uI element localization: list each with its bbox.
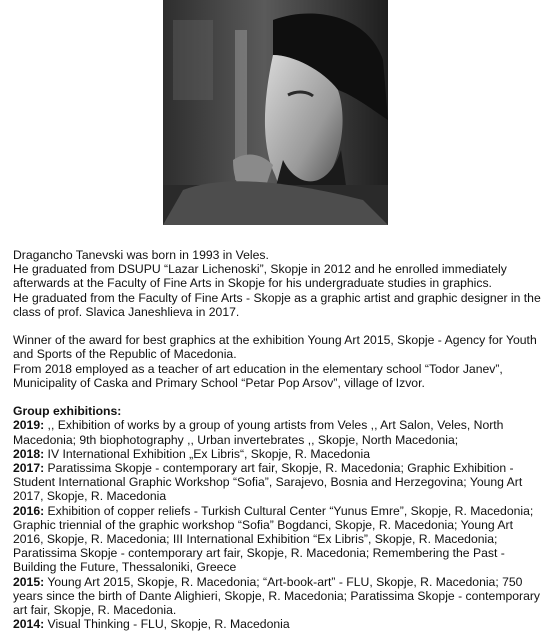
exhibition-year: 2018: (13, 446, 45, 461)
exhibition-year: 2015: (13, 574, 45, 589)
exhibition-entry (13, 447, 541, 461)
exhibition-entry (13, 418, 541, 446)
exhibition-text: Exhibition of copper reliefs - Turkish Cultural Center “Yunus Emre”, Skopje, R. Macedonia; Graphic triennial of the graphic workshop “Sofia” Bogdanci, Skopje, R. Macedonia; Young Art 2016, Skopje, R. Macedonia; III International Exhibition “Ex Libris”, Skopje, R. Macedonia; Paratissima Skopje - contemporary art fair, Skopje, R. Macedonia; Remembering the Past - Building the Future, Thessaloniki, Greece (13, 503, 534, 575)
biography-text (13, 248, 541, 631)
paragraph-gap (13, 319, 541, 333)
exhibition-year: 2014: (13, 617, 45, 631)
exhibition-year: 2017: (13, 461, 45, 476)
exhibition-text: Visual Thinking - FLU, Skopje, R. Macedonia (44, 617, 290, 631)
exhibition-entry (13, 504, 541, 575)
award-line: Winner of the award for best graphics at the exhibition Young Art 2015, Skopje - Agency for Youth and Sports of the Republic of Macedonia. (13, 333, 537, 362)
exhibition-text: ,, Exhibition of works by a group of young artists from Veles ,, Art Salon, Veles, North Macedonia; 9th biophotography ,, Urban invertebrates ,, Skopje, North Macedonia; (13, 418, 504, 447)
artist-portrait-photo (163, 0, 388, 225)
bio-line: Dragancho Tanevski was born in 1993 in Veles. (13, 248, 269, 262)
exhibition-text: Young Art 2015, Skopje, R. Macedonia; “Art-book-art” - FLU, Skopje, R. Macedonia; 750 years since the birth of Dante Alighieri, Skopje, R. Macedonia; Paratissima Skopje - contemporary art fair, Skopje, R. Macedonia. (13, 574, 541, 618)
exhibition-text: IV International Exhibition „Ex Libris“, Skopje, R. Macedonia (44, 446, 371, 461)
exhibition-entry (13, 461, 541, 504)
exhibition-entry (13, 617, 541, 631)
group-exhibitions-heading: Group exhibitions: (13, 404, 122, 419)
paragraph-gap (13, 390, 541, 404)
exhibition-text: Paratissima Skopje - contemporary art fair, Skopje, R. Macedonia; Graphic Exhibition - Student International Graphic Workshop “Sofia”, Sarajevo, Bosnia and Herzegovina; Young Art 2017, Skopje, R. Macedonia (13, 461, 523, 504)
bio-line: He graduated from the Faculty of Fine Arts - Skopje as a graphic artist and graphic designer in the class of prof. Slavica Janeshlieva in 2017. (13, 290, 541, 319)
exhibition-year: 2016: (13, 503, 45, 518)
bio-line: He graduated from DSUPU “Lazar Lichenoski”, Skopje in 2012 and he enrolled immediately afterwards at the Faculty of Fine Arts in Skopje for his undergraduate studies in graphics. (13, 262, 507, 291)
exhibition-year: 2019: (13, 418, 45, 433)
award-line: From 2018 employed as a teacher of art education in the elementary school “Todor Janev”, Municipality of Caska and Primary School “Petar Pop Arsov”, village of Izvor. (13, 361, 503, 390)
exhibition-entry (13, 575, 541, 618)
